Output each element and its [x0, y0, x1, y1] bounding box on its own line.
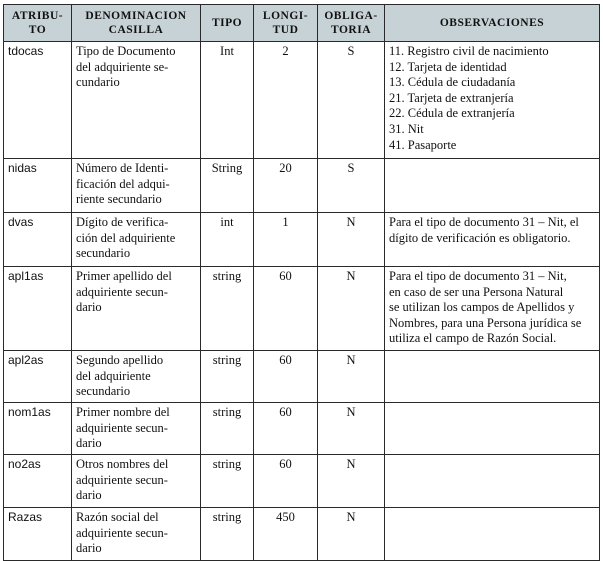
text-line: 13. Cédula de ciudadanía	[389, 75, 516, 90]
cell-longitud: 20	[254, 159, 318, 213]
text-line: dígito de verificación es obligatorio.	[389, 230, 571, 245]
text-line: cundario	[76, 75, 120, 90]
cell-tipo: string	[201, 508, 254, 561]
text-line: adquiriente secun-	[76, 472, 168, 487]
text-line: Dígito de verifica-	[76, 215, 169, 229]
text-line: dario	[76, 488, 102, 503]
cell-denominacion	[72, 455, 201, 508]
text-line: Para el tipo de documento 31 – Nit,	[389, 269, 567, 283]
cell-obligatoria: N	[318, 508, 385, 561]
cell-obligatoria: N	[318, 403, 385, 455]
text-line: riente secundario	[76, 192, 162, 207]
cell-obligatoria: N	[318, 351, 385, 403]
cell-tipo: string	[201, 351, 254, 403]
cell-atributo: dvas	[4, 213, 72, 267]
header-row	[4, 5, 600, 42]
text-line: se utilizan los campos de Apellidos y	[389, 300, 575, 315]
text-line: 21. Tarjeta de extranjería	[389, 90, 514, 105]
cell-obligatoria: N	[318, 213, 385, 267]
text-line: 41. Pasaporte	[389, 137, 457, 152]
cell-longitud: 450	[254, 508, 318, 561]
header-denominacion	[72, 5, 201, 42]
cell-tipo: String	[201, 159, 254, 213]
text-line: LONGI-	[262, 10, 309, 22]
header-longitud	[254, 5, 318, 42]
header-obligatoria	[318, 5, 385, 42]
cell-atributo: no2as	[4, 455, 72, 508]
text-line: adquiriente secun-	[76, 284, 168, 299]
cell-observaciones	[385, 351, 600, 403]
table-row	[4, 42, 600, 159]
text-line: 11. Registro civil de nacimiento	[389, 44, 549, 58]
text-line: en caso de ser una Persona Natural	[389, 284, 564, 299]
table-row	[4, 159, 600, 213]
header-atributo	[4, 5, 72, 42]
text-line: TORIA	[331, 24, 371, 36]
text-line: adquiriente secun-	[76, 420, 168, 435]
table-row	[4, 213, 600, 267]
text-line: ATRIBU-	[11, 10, 64, 22]
header-observaciones	[385, 5, 600, 42]
cell-longitud: 60	[254, 267, 318, 351]
cell-tipo: int	[201, 213, 254, 267]
text-line: Primer apellido del	[76, 269, 172, 283]
cell-longitud: 60	[254, 455, 318, 508]
text-line: del adquiriente se-	[76, 59, 169, 74]
text-line: DENOMINACION	[85, 10, 187, 22]
cell-observaciones	[385, 159, 600, 213]
text-line: OBLIGA-	[324, 10, 378, 22]
text-line: Segundo apellido	[76, 353, 164, 367]
cell-observaciones	[385, 455, 600, 508]
cell-obligatoria: N	[318, 455, 385, 508]
table-row	[4, 267, 600, 351]
text-line: dario	[76, 541, 102, 556]
table-row	[4, 455, 600, 508]
cell-longitud: 1	[254, 213, 318, 267]
cell-tipo: string	[201, 455, 254, 508]
text-line: OBSERVACIONES	[439, 17, 545, 29]
text-line: Tipo de Documento	[76, 44, 176, 58]
text-line: Primer nombre del	[76, 405, 170, 419]
text-line: TO	[28, 24, 47, 36]
cell-observaciones	[385, 42, 600, 159]
text-line: Número de Identi-	[76, 161, 169, 175]
text-line: secundario	[76, 246, 131, 261]
cell-denominacion	[72, 403, 201, 455]
table-row	[4, 403, 600, 455]
text-line: 22. Cédula de extranjería	[389, 106, 515, 121]
cell-denominacion	[72, 267, 201, 351]
text-line: ción del adquiriente	[76, 230, 176, 245]
cell-observaciones	[385, 267, 600, 351]
cell-denominacion	[72, 213, 201, 267]
cell-observaciones	[385, 213, 600, 267]
cell-denominacion	[72, 42, 201, 159]
cell-atributo: apl1as	[4, 267, 72, 351]
text-line: utiliza el campo de Razón Social.	[389, 331, 557, 346]
text-line: Otros nombres del	[76, 457, 169, 471]
text-line: 12. Tarjeta de identidad	[389, 59, 507, 74]
cell-obligatoria: S	[318, 159, 385, 213]
cell-longitud: 60	[254, 403, 318, 455]
text-line: Para el tipo de documento 31 – Nit, el	[389, 215, 579, 229]
cell-denominacion	[72, 508, 201, 561]
text-line: secundario	[76, 384, 131, 399]
cell-observaciones	[385, 508, 600, 561]
cell-atributo: Razas	[4, 508, 72, 561]
cell-obligatoria: N	[318, 267, 385, 351]
table-row	[4, 508, 600, 561]
cell-longitud: 60	[254, 351, 318, 403]
cell-tipo: string	[201, 403, 254, 455]
cell-observaciones	[385, 403, 600, 455]
cell-atributo: apl2as	[4, 351, 72, 403]
text-line: adquiriente secun-	[76, 525, 168, 540]
text-line: Razón social del	[76, 510, 159, 524]
document-page	[3, 4, 600, 561]
text-line: TUD	[272, 24, 299, 36]
cell-obligatoria: S	[318, 42, 385, 159]
text-line: TIPO	[211, 17, 243, 29]
text-line: del adquiriente	[76, 368, 151, 383]
cell-denominacion	[72, 351, 201, 403]
cell-denominacion	[72, 159, 201, 213]
field-spec-table	[3, 4, 600, 561]
text-line: ficación del adqui-	[76, 176, 170, 191]
cell-atributo: nom1as	[4, 403, 72, 455]
text-line: dario	[76, 300, 102, 315]
cell-atributo: nidas	[4, 159, 72, 213]
text-line: 31. Nit	[389, 121, 424, 136]
cell-tipo: Int	[201, 42, 254, 159]
cell-longitud: 2	[254, 42, 318, 159]
cell-tipo: string	[201, 267, 254, 351]
table-row	[4, 351, 600, 403]
cell-atributo: tdocas	[4, 42, 72, 159]
text-line: dario	[76, 436, 102, 451]
header-tipo	[201, 5, 254, 42]
text-line: Nombres, para una Persona jurídica se	[389, 315, 582, 330]
text-line: CASILLA	[108, 24, 164, 36]
